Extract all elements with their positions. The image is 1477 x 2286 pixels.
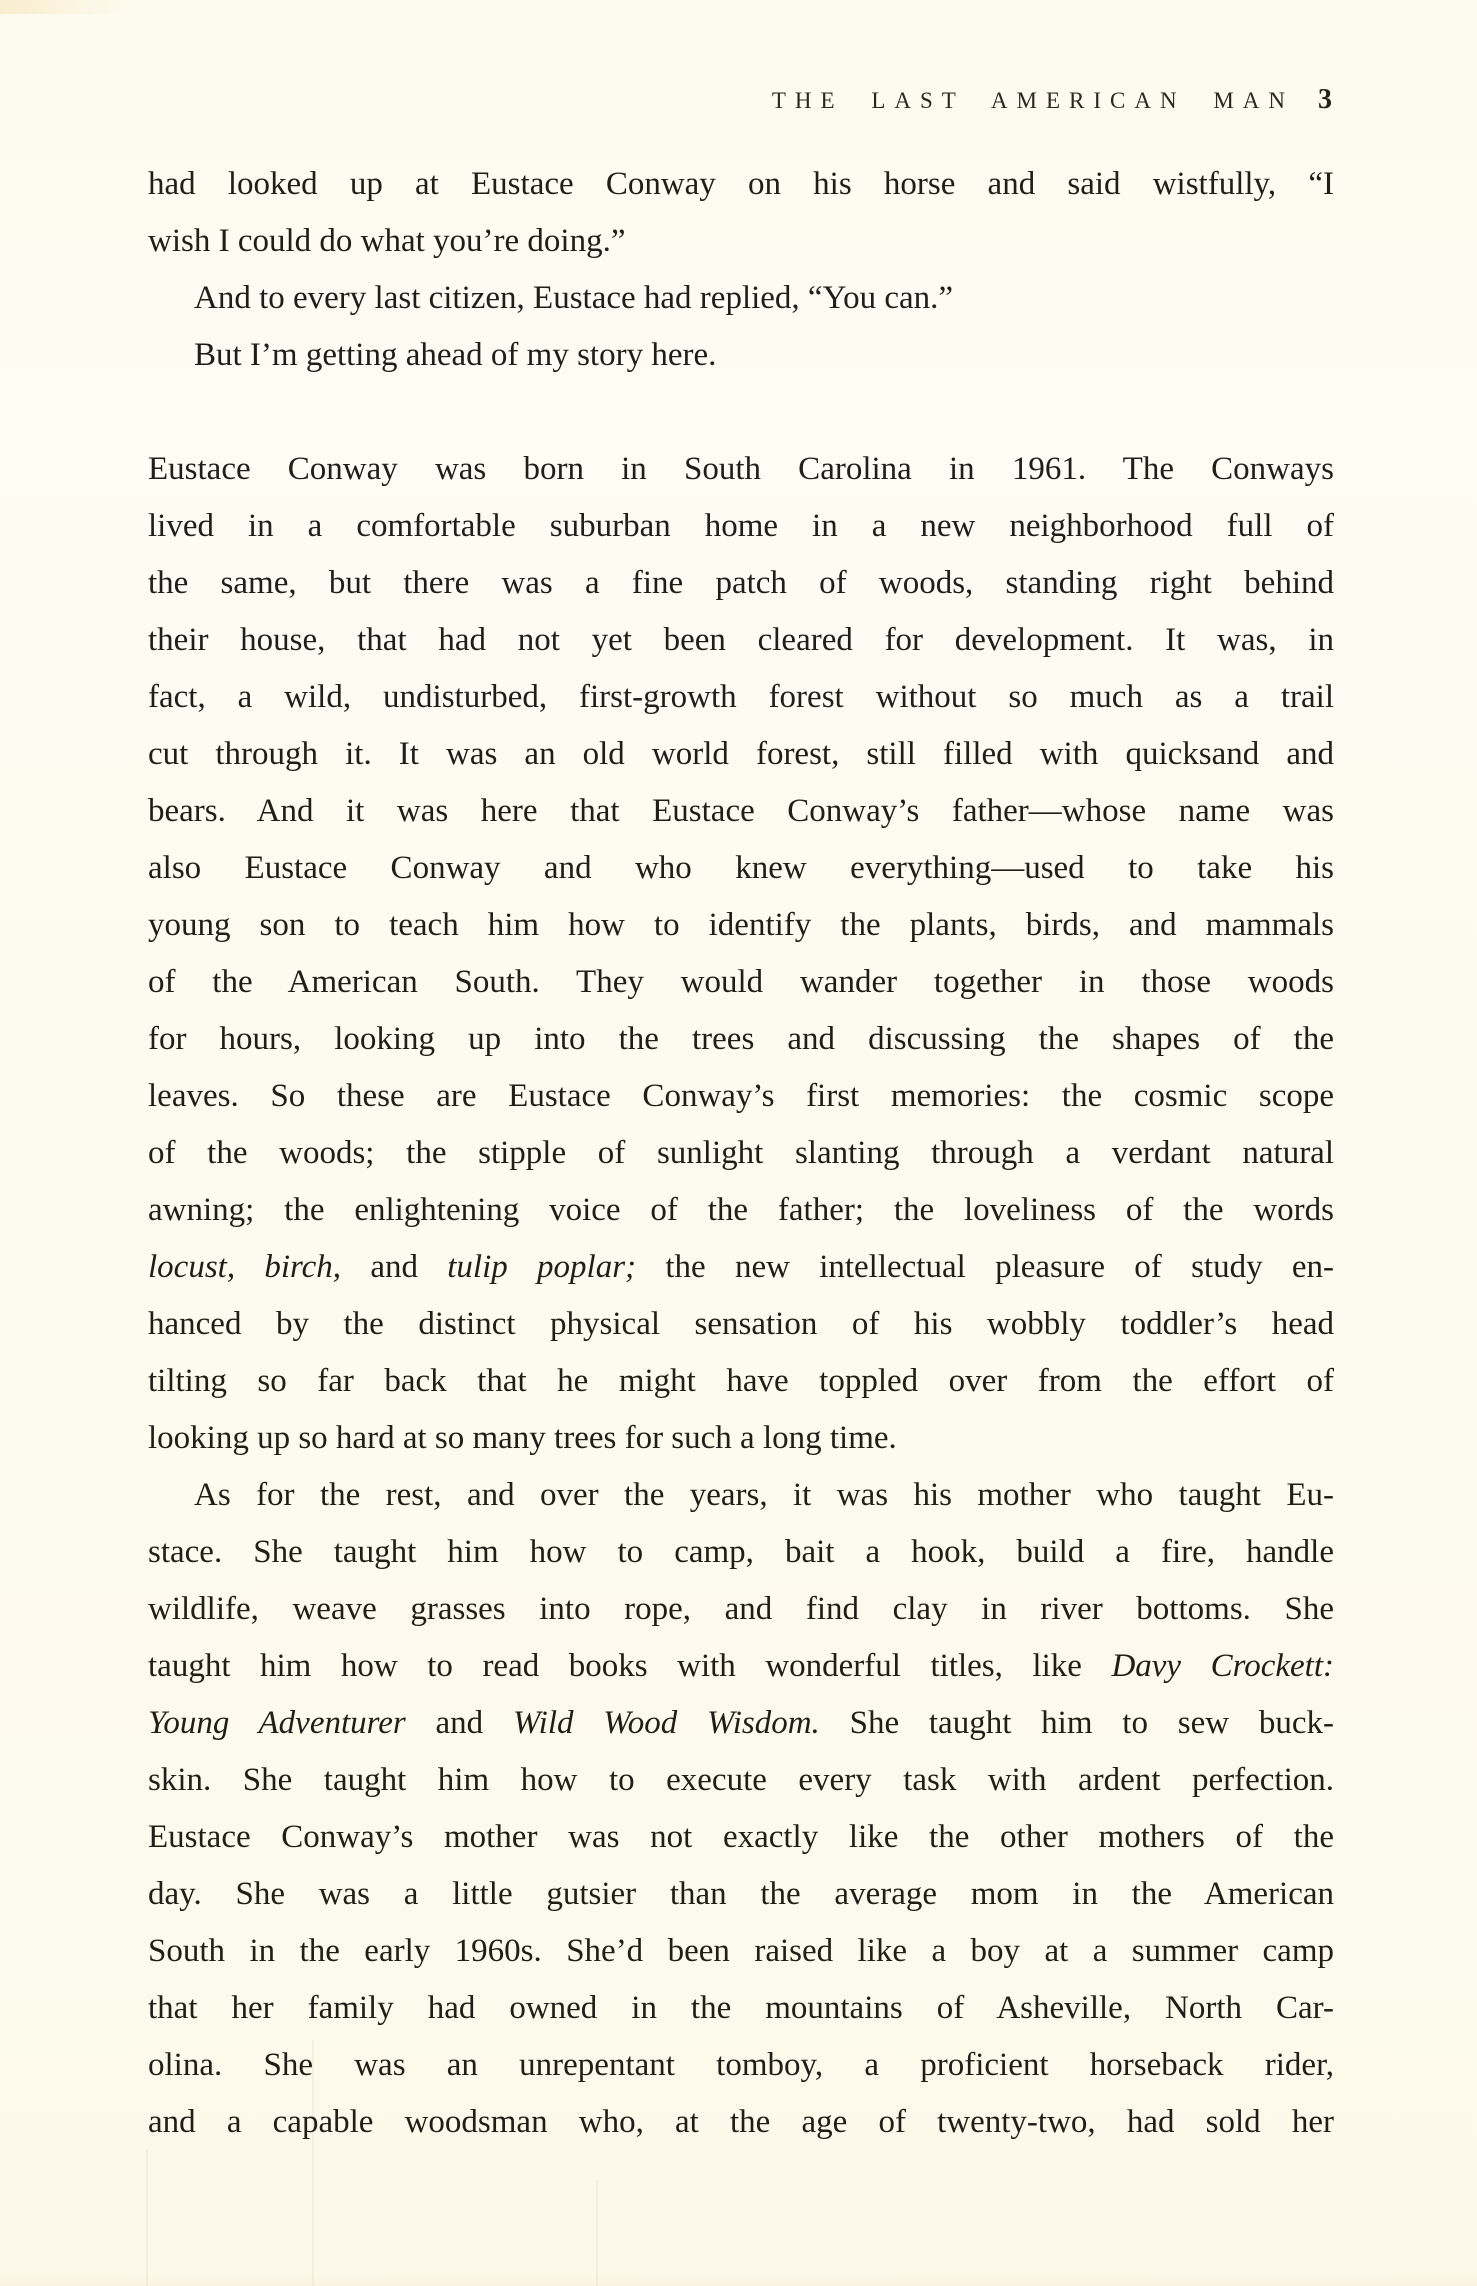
- body-text-segment: hanced by the distinct physical sensation of his wobbly toddler’s head: [148, 1306, 1334, 1342]
- paragraph: [148, 441, 1334, 1467]
- running-header-title: THE LAST AMERICAN MAN: [771, 88, 1294, 113]
- body-text-segment: olina. She was an unrepentant tomboy, a proficient horseback rider,: [148, 2047, 1334, 2083]
- body-text-segment: Eustace Conway’s mother was not exactly like the other mothers of the: [148, 1819, 1334, 1855]
- body-text-segment: their house, that had not yet been cleared for development. It was, in: [148, 622, 1334, 658]
- text-line: [148, 156, 1334, 213]
- text-line: [148, 1809, 1334, 1866]
- text-line: [148, 1410, 1334, 1467]
- body-text-segment: fact, a wild, undisturbed, first-growth forest without so much as a trail: [148, 679, 1334, 715]
- italic-text: Wild Wood Wisdom.: [512, 1705, 820, 1741]
- body-text-segment: and: [405, 1705, 513, 1741]
- text-line: [148, 1296, 1334, 1353]
- body-text-segment: But I’m getting ahead of my story here.: [194, 337, 717, 373]
- text-line: [148, 1638, 1334, 1695]
- text-line: [148, 1125, 1334, 1182]
- body-text-segment: taught him how to read books with wonderful titles, like: [148, 1648, 1112, 1684]
- body-text-segment: of the woods; the stipple of sunlight slanting through a verdant natural: [148, 1135, 1334, 1171]
- text-line: [148, 1866, 1334, 1923]
- paragraph: [148, 156, 1334, 270]
- text-line: [148, 441, 1334, 498]
- italic-text: tulip poplar;: [447, 1249, 637, 1285]
- scan-artifact: [0, 0, 130, 14]
- text-line: [148, 2037, 1334, 2094]
- text-line: [148, 840, 1334, 897]
- text-line: [148, 1467, 1334, 1524]
- text-line: [148, 1581, 1334, 1638]
- text-line: [148, 1752, 1334, 1809]
- body-text-segment: and a capable woodsman who, at the age of twenty-two, had sold her: [148, 2104, 1334, 2140]
- body-text-segment: that her family had owned in the mountains of Asheville, North Car-: [148, 1990, 1334, 2026]
- body-text-segment: and: [341, 1249, 448, 1285]
- text-line: [148, 783, 1334, 840]
- text-line: [148, 726, 1334, 783]
- body-text-segment: of the American South. They would wander together in those woods: [148, 964, 1334, 1000]
- body-text-segment: also Eustace Conway and who knew everything—used to take his: [148, 850, 1334, 886]
- italic-text: Davy Crockett:: [1111, 1648, 1334, 1684]
- body-text-segment: cut through it. It was an old world forest, still filled with quicksand and: [148, 736, 1334, 772]
- text-line: [148, 897, 1334, 954]
- text-line: [148, 555, 1334, 612]
- text-line: [148, 1695, 1334, 1752]
- body-text-segment: tilting so far back that he might have toppled over from the effort of: [148, 1363, 1334, 1399]
- italic-text: locust, birch,: [148, 1249, 342, 1285]
- body-text-segment: young son to teach him how to identify the plants, birds, and mammals: [148, 907, 1334, 943]
- text-line: [148, 1524, 1334, 1581]
- text-line: [148, 1011, 1334, 1068]
- body-text-segment: wish I could do what you’re doing.”: [148, 223, 626, 259]
- body-text-segment: awning; the enlightening voice of the father; the loveliness of the words: [148, 1192, 1334, 1228]
- text-line: [148, 1353, 1334, 1410]
- body-text-segment: South in the early 1960s. She’d been raised like a boy at a summer camp: [148, 1933, 1334, 1969]
- body-text-segment: wildlife, weave grasses into rope, and find clay in river bottoms. She: [148, 1591, 1334, 1627]
- body-text-segment: As for the rest, and over the years, it was his mother who taught Eu-: [194, 1477, 1334, 1513]
- body-text-segment: day. She was a little gutsier than the average mom in the American: [148, 1876, 1334, 1912]
- body-text-segment: And to every last citizen, Eustace had replied, “You can.”: [194, 280, 954, 316]
- body-text-segment: leaves. So these are Eustace Conway’s first memories: the cosmic scope: [148, 1078, 1334, 1114]
- body-text-segment: She taught him to sew buck-: [819, 1705, 1334, 1741]
- scan-artifact: [146, 2150, 148, 2286]
- body-text-segment: stace. She taught him how to camp, bait a hook, build a fire, handle: [148, 1534, 1334, 1570]
- text-line: [148, 1923, 1334, 1980]
- body-text-segment: skin. She taught him how to execute every task with ardent perfection.: [148, 1762, 1334, 1798]
- text-line: [148, 954, 1334, 1011]
- text-line: [148, 2094, 1334, 2151]
- body-text-segment: the new intellectual pleasure of study en-: [636, 1249, 1334, 1285]
- body-text-segment: Eustace Conway was born in South Carolina in 1961. The Conways: [148, 451, 1334, 487]
- body-text-segment: the same, but there was a fine patch of woods, standing right behind: [148, 565, 1334, 601]
- italic-text: Young Adventurer: [148, 1705, 406, 1741]
- body-text: [148, 156, 1334, 2151]
- body-text-segment: had looked up at Eustace Conway on his horse and said wistfully, “I: [148, 166, 1334, 202]
- paragraph: [148, 327, 1334, 384]
- paragraph: [148, 1467, 1334, 2151]
- text-line: [148, 1068, 1334, 1125]
- running-header: [148, 84, 1332, 116]
- text-line: [148, 1980, 1334, 2037]
- text-line: [148, 270, 1334, 327]
- scan-artifact: [0, 2276, 1477, 2286]
- text-line: [148, 669, 1334, 726]
- text-line: [148, 1239, 1334, 1296]
- text-line: [148, 1182, 1334, 1239]
- page-number: 3: [1318, 84, 1332, 115]
- text-line: [148, 327, 1334, 384]
- paragraph: [148, 270, 1334, 327]
- body-text-segment: lived in a comfortable suburban home in a new neighborhood full of: [148, 508, 1334, 544]
- body-text-segment: looking up so hard at so many trees for such a long time.: [148, 1420, 897, 1456]
- text-line: [148, 612, 1334, 669]
- text-line: [148, 498, 1334, 555]
- scan-artifact: [596, 2180, 598, 2286]
- body-text-segment: bears. And it was here that Eustace Conway’s father—whose name was: [148, 793, 1334, 829]
- text-line: [148, 213, 1334, 270]
- body-text-segment: for hours, looking up into the trees and discussing the shapes of the: [148, 1021, 1334, 1057]
